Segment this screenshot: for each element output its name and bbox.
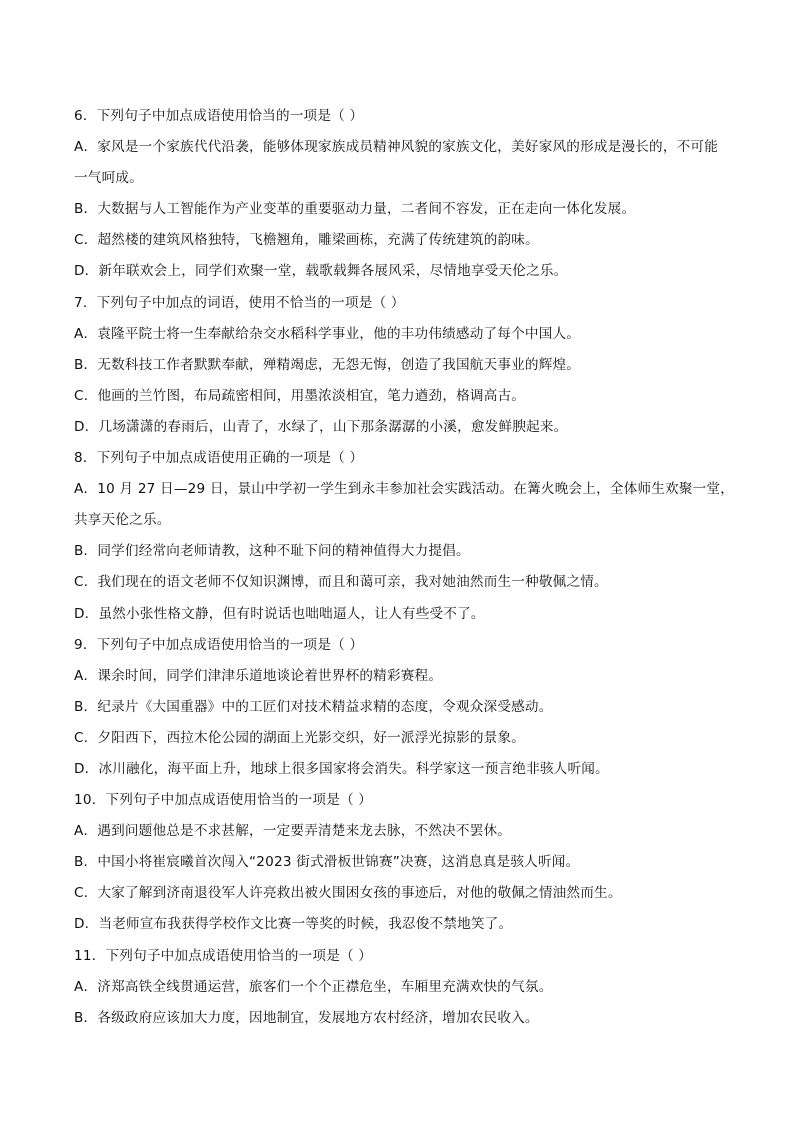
question-9-option-a: A．课余时间，同学们津津乐道地谈论着世界杯的精彩赛程。: [74, 667, 443, 684]
question-10-option-a: A．遇到问题他总是不求甚解，一定要弄清楚来龙去脉，不然决不罢休。: [74, 823, 512, 840]
question-8-option-a: A．10 月 27 日—29 日，景山中学初一学生到永丰参加社会实践活动。在篝火晚会上，全体师生欢聚一堂，: [74, 481, 735, 498]
question-11-option-b: B．各级政府应该加大力度，因地制宜，发展地方农村经济，增加农民收入。: [74, 1009, 539, 1026]
question-8-option-d: D．虽然小张性格文静，但有时说话也咄咄逼人，让人有些受不了。: [74, 605, 485, 622]
question-7-option-b: B．无数科技工作者默默奉献，殚精竭虑，无怨无悔，创造了我国航天事业的辉煌。: [74, 356, 581, 373]
question-6-option-c: C．超然楼的建筑风格独特，飞檐翘角，雕梁画栋，充满了传统建筑的韵味。: [74, 232, 539, 249]
question-list: [74, 101, 735, 1034]
question-10-stem: 10．下列句子中加点成语使用恰当的一项是（ ）: [74, 792, 373, 809]
question-6-option-b: B．大数据与人工智能作为产业变革的重要驱动力量，二者间不容发，正在走向一体化发展。: [74, 201, 636, 218]
question-7-option-d: D．几场潇潇的春雨后，山青了，水绿了，山下那条潺潺的小溪，愈发鲜腴起来。: [74, 418, 568, 435]
question-11-option-a: A．济郑高铁全线贯通运营，旅客们一个个正襟危坐，车厢里充满欢快的气氛。: [74, 978, 553, 995]
question-8-option-a-continued: 共享天伦之乐。: [74, 512, 171, 529]
question-7-option-a: A．袁隆平院士将一生奉献给杂交水稻科学事业，他的丰功伟绩感动了每个中国人。: [74, 325, 581, 342]
question-6-stem: 6．下列句子中加点成语使用恰当的一项是（ ）: [74, 108, 364, 124]
question-10-option-d: D．当老师宣布我获得学校作文比赛一等奖的时候，我忍俊不禁地笑了。: [74, 916, 513, 933]
question-6-option-a-continued: 一气呵成。: [74, 170, 143, 187]
question-9-stem: 9．下列句子中加点成语使用恰当的一项是（ ）: [74, 636, 364, 653]
question-9-option-d: D．冰川融化，海平面上升，地球上很多国家将会消失。科学家这一预言绝非骇人听闻。: [74, 760, 609, 777]
question-9-option-b: B．纪录片《大国重器》中的工匠们对技术精益求精的态度，令观众深受感动。: [74, 698, 553, 715]
question-11-stem: 11．下列句子中加点成语使用恰当的一项是（ ）: [74, 947, 373, 964]
question-8-stem: 8．下列句子中加点成语使用正确的一项是（ ）: [74, 450, 364, 467]
question-6-option-d: D．新年联欢会上，同学们欢聚一堂，载歌载舞各展风采，尽情地享受天伦之乐。: [74, 263, 568, 280]
question-10-option-c: C．大家了解到济南退役军人许亮救出被火围困女孩的事迹后，对他的敬佩之情油然而生。: [74, 885, 622, 902]
question-7-option-c: C．他画的兰竹图，布局疏密相间，用墨浓淡相宜，笔力遒劲，格调高古。: [74, 387, 526, 404]
question-10-option-b: B．中国小将崔宸曦首次闯入“2023 街式滑板世锦赛”决赛，这消息真是骇人听闻。: [74, 854, 580, 871]
question-9-option-c: C．夕阳西下，西拉木伦公园的湖面上光影交织，好一派浮光掠影的景象。: [74, 729, 526, 746]
question-6-option-a: A．家风是一个家族代代沿袭，能够体现家族成员精神风貌的家族文化，美好家风的形成是漫长的，不可能: [74, 139, 719, 156]
question-8-option-b: B．同学们经常向老师请教，这种不耻下问的精神值得大力提倡。: [74, 543, 470, 560]
question-8-option-c: C．我们现在的语文老师不仅知识渊博，而且和蔼可亲，我对她油然而生一种敬佩之情。: [74, 574, 608, 591]
question-7-stem: 7．下列句子中加点的词语，使用不恰当的一项是（ ）: [74, 294, 405, 311]
